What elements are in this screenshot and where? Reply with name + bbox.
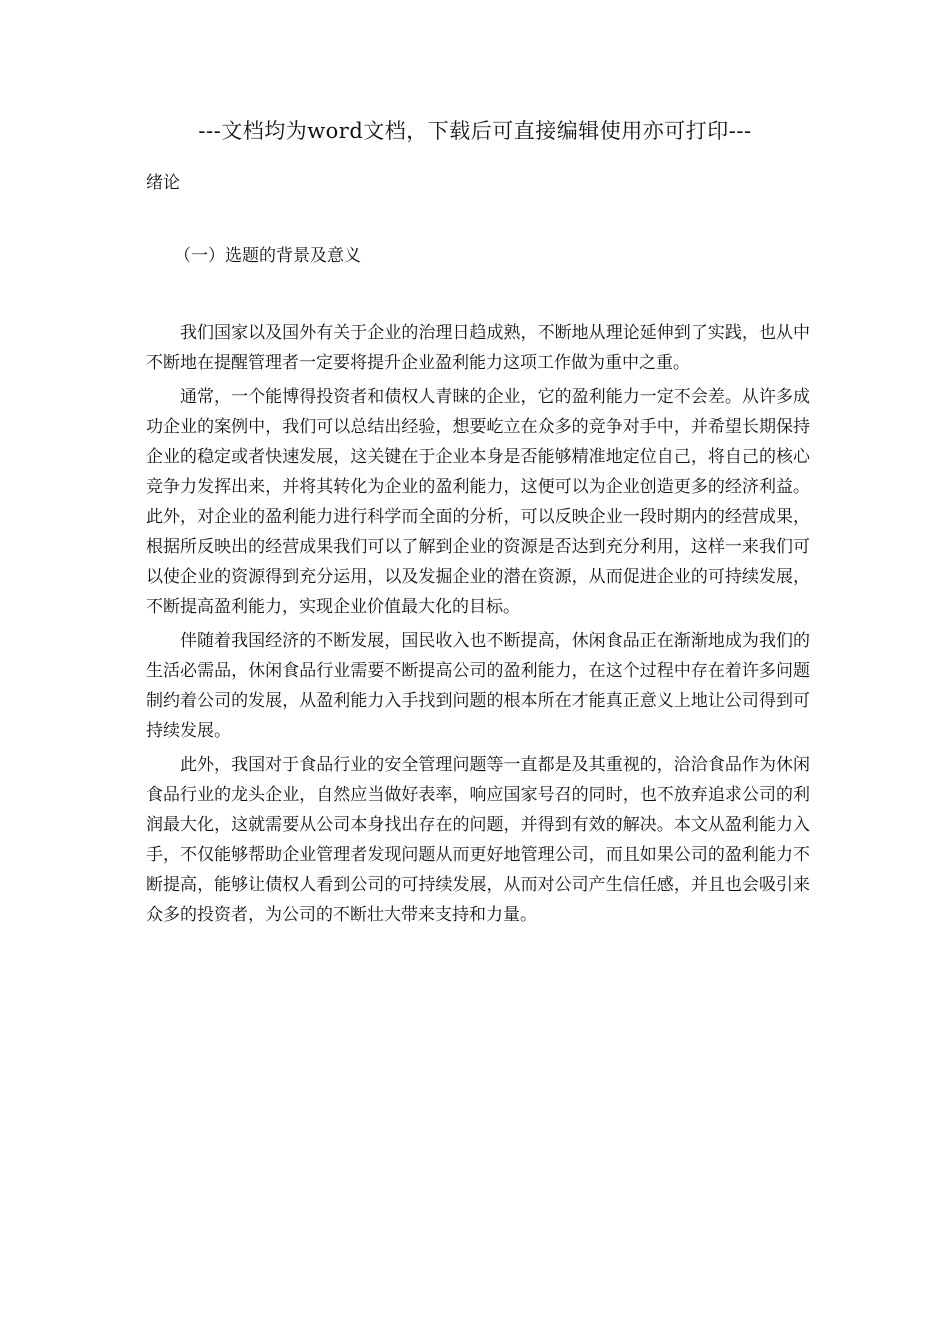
paragraph: 伴随着我国经济的不断发展，国民收入也不断提高，休闲食品正在渐渐地成为我们的生活必需品，休闲食品行业需要不断提高公司的盈利能力，在这个过程中存在着许多问题制约着公司的发展，从盈利能力入手找到问题的根本所在才能真正意义上地让公司得到可持续发展。: [146, 631, 810, 741]
document-body: [146, 318, 810, 934]
paragraph: 通常，一个能博得投资者和债权人青睐的企业，它的盈利能力一定不会差。从许多成功企业的案例中，我们可以总结出经验，想要屹立在众多的竞争对手中，并希望长期保持企业的稳定或者快速发展，这关键在于企业本身是否能够精准地定位自己，将自己的核心竞争力发挥出来，并将其转化为企业的盈利能力，这便可以为企业创造更多的经济利益。此外，对企业的盈利能力进行科学而全面的分析，可以反映企业一段时期内的经营成果，根据所反映出的经营成果我们可以了解到企业的资源是否达到充分利用，这样一来我们可以使企业的资源得到充分运用，以及发掘企业的潜在资源，从而促进企业的可持续发展，不断提高盈利能力，实现企业价值最大化的目标。: [146, 387, 810, 617]
paragraph: 此外，我国对于食品行业的安全管理问题等一直都是及其重视的，洽洽食品作为休闲食品行业的龙头企业，自然应当做好表率，响应国家号召的同时，也不放弃追求公司的利润最大化，这就需要从公司本身找出存在的问题，并得到有效的解决。本文从盈利能力入手，不仅能够帮助企业管理者发现问题从而更好地管理公司，而且如果公司的盈利能力不断提高，能够让债权人看到公司的可持续发展，从而对公司产生信任感，并且也会吸引来众多的投资者，为公司的不断壮大带来支持和力量。: [146, 755, 810, 925]
document-banner: ---文档均为word文档，下载后可直接编辑使用亦可打印---: [198, 119, 752, 143]
subsection-heading: （一）选题的背景及意义: [174, 246, 361, 266]
section-heading: 绪论: [146, 173, 180, 193]
paragraph: 我们国家以及国外有关于企业的治理日趋成熟，不断地从理论延伸到了实践，也从中不断地在提醒管理者一定要将提升企业盈利能力这项工作做为重中之重。: [146, 323, 810, 373]
